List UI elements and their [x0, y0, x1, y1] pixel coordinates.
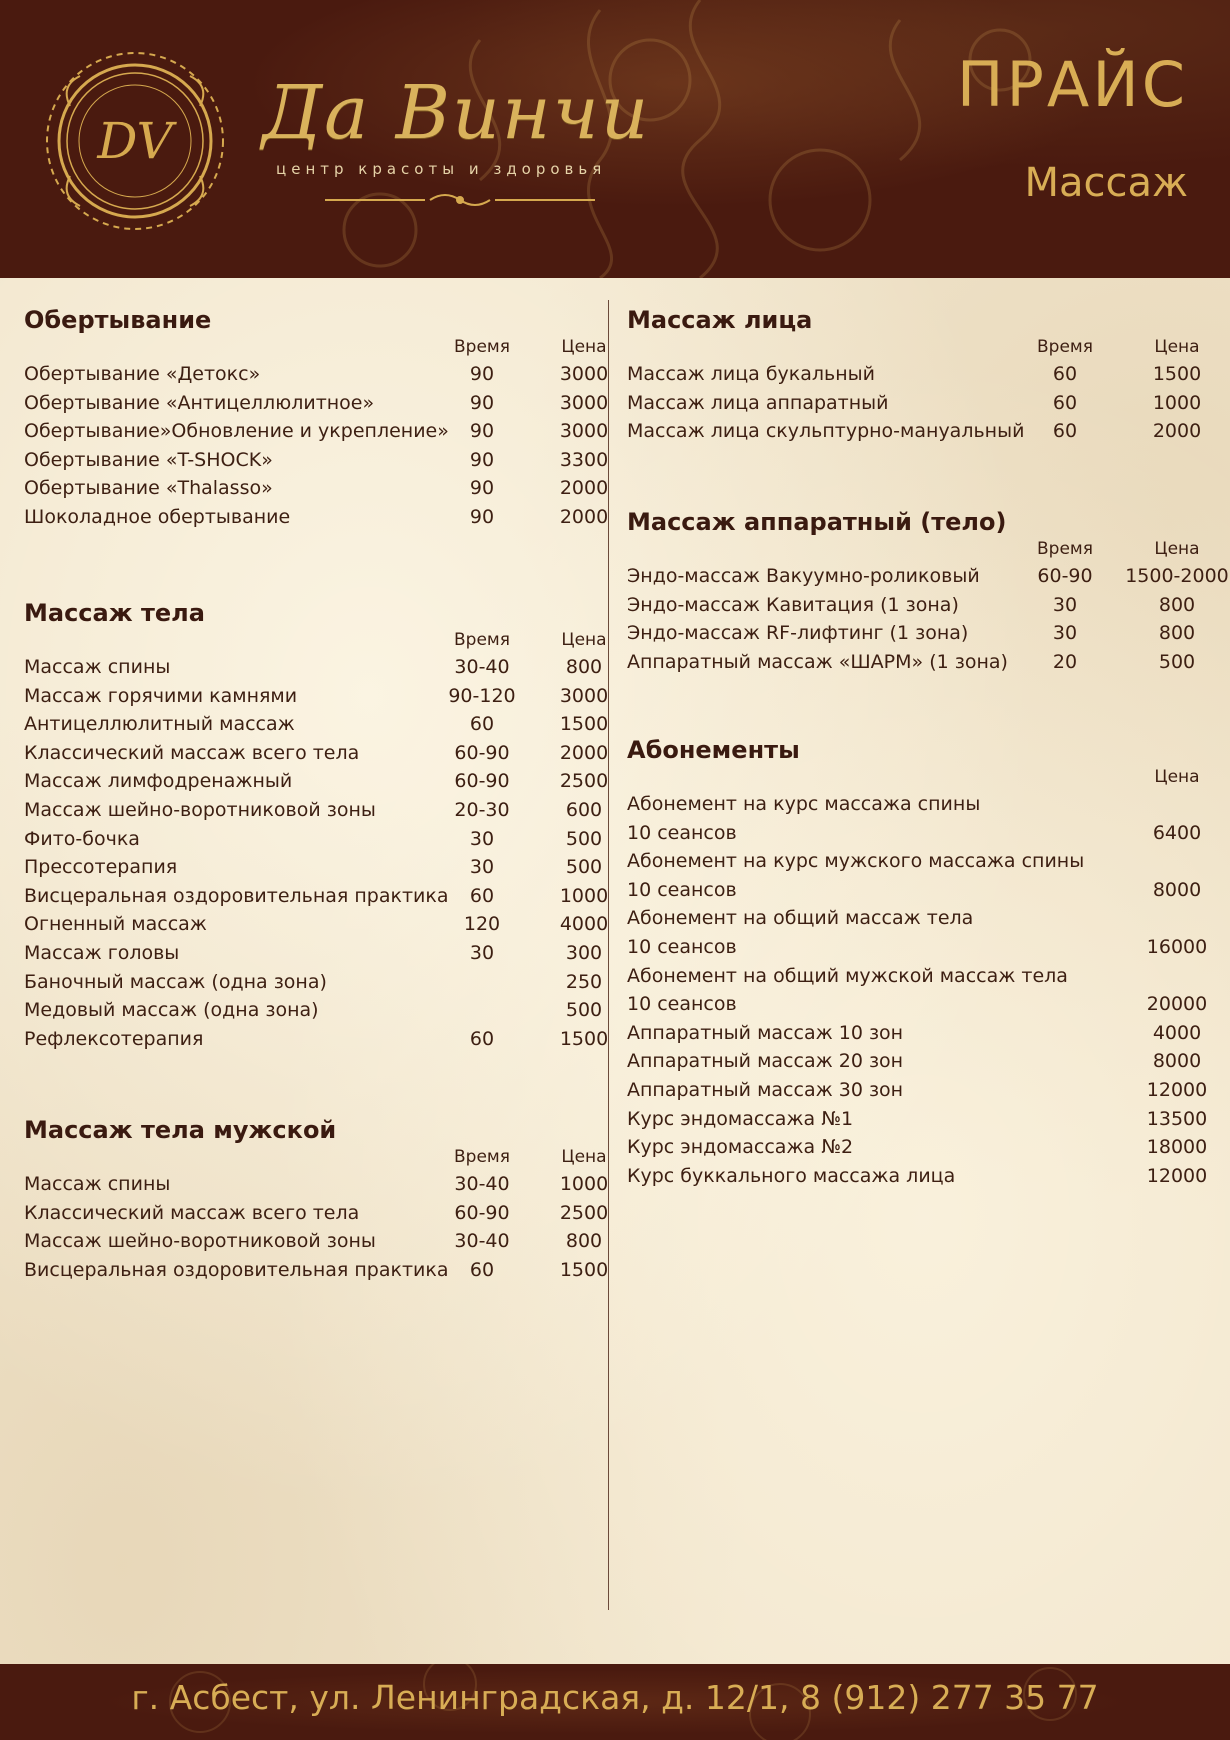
service-name: 10 сеансов — [627, 993, 737, 1016]
service-time: 90 — [469, 420, 495, 443]
col-time-header: Время — [1037, 539, 1093, 559]
service-name: Медовый массаж (одна зона) — [24, 999, 319, 1022]
brand-subtitle: центр красоты и здоровья — [276, 160, 607, 178]
service-time: 30 — [1052, 622, 1078, 645]
service-price: 500 — [565, 856, 603, 879]
service-price: 12000 — [1146, 1164, 1208, 1187]
service-price: 2000 — [559, 741, 609, 764]
price-row — [627, 1020, 1217, 1049]
service-time: 60 — [1052, 363, 1078, 385]
price-row — [24, 854, 604, 883]
service-price: 12000 — [1146, 1078, 1208, 1101]
service-name: Обертывание «Детокс» — [24, 363, 261, 385]
section-hardware-massage — [627, 507, 1229, 677]
service-price: 2000 — [1152, 420, 1202, 443]
price-row — [24, 768, 609, 797]
section-body-massage — [24, 598, 609, 1054]
col-price-header: Цена — [1154, 337, 1200, 357]
price-row — [627, 991, 1217, 1020]
service-price: 1500 — [559, 1027, 609, 1050]
service-time: 30-40 — [454, 1173, 510, 1195]
service-price: 8000 — [1152, 1050, 1202, 1073]
service-price: 1500 — [559, 713, 609, 736]
service-name: Классический массаж всего тела — [24, 741, 360, 764]
service-time: 30-40 — [454, 656, 510, 678]
brand-name: Да Винчи — [262, 70, 651, 156]
price-row — [24, 969, 604, 998]
price-row — [24, 1171, 609, 1200]
price-row — [24, 447, 609, 476]
service-name: Массаж шейно-воротниковой зоны — [24, 798, 376, 821]
price-row — [24, 418, 609, 447]
service-name: Висцеральная оздоровительная практика — [24, 1258, 449, 1281]
section-subscriptions — [627, 735, 1217, 1191]
service-price: 3000 — [559, 363, 609, 385]
rows-list — [627, 361, 1217, 447]
price-row — [24, 997, 604, 1026]
service-price: 6400 — [1152, 821, 1202, 844]
service-price: 4000 — [1152, 1021, 1202, 1044]
service-price: 2500 — [559, 1201, 609, 1224]
service-name: Аппаратный массаж 30 зон — [627, 1078, 904, 1101]
price-row — [24, 475, 609, 504]
col-price-header: Цена — [561, 1147, 607, 1167]
service-price: 1000 — [559, 1173, 609, 1195]
service-price: 3000 — [559, 684, 609, 707]
section-title: Массаж тела — [24, 599, 205, 627]
price-row — [627, 649, 1217, 678]
service-name: Массаж спины — [24, 1173, 171, 1195]
price-row — [627, 963, 1217, 992]
service-price: 1500 — [559, 1258, 609, 1281]
header-banner — [0, 0, 1230, 278]
service-time: 60-90 — [454, 1201, 510, 1224]
service-price: 800 — [1158, 593, 1196, 616]
section-title: Абонементы — [627, 736, 800, 764]
price-row — [627, 1163, 1217, 1192]
service-price: 500 — [565, 827, 603, 850]
service-price: 3300 — [559, 448, 609, 471]
service-price: 1500-2000 — [1125, 565, 1229, 587]
service-name: 10 сеансов — [627, 821, 737, 844]
service-name: 10 сеансов — [627, 878, 737, 901]
logo-emblem — [40, 46, 230, 236]
footer-banner — [0, 1664, 1230, 1740]
price-row — [627, 563, 1229, 592]
service-time: 90 — [469, 391, 495, 414]
section-title: Массаж аппаратный (тело) — [627, 508, 1007, 536]
price-title: ПРАЙС — [956, 48, 1188, 121]
price-row — [627, 820, 1217, 849]
service-time: 60 — [1052, 391, 1078, 414]
service-time: 20 — [1052, 650, 1078, 673]
service-name: Аппаратный массаж 10 зон — [627, 1021, 904, 1044]
service-name: Курс эндомассажа №2 — [627, 1136, 854, 1159]
price-row — [24, 911, 609, 940]
service-price: 3000 — [559, 391, 609, 414]
service-price: 2000 — [559, 505, 609, 528]
service-price: 500 — [1158, 650, 1196, 673]
service-price: 18000 — [1146, 1136, 1208, 1159]
service-name: Баночный массаж (одна зона) — [24, 970, 327, 993]
service-name: Абонемент на общий массаж тела — [627, 907, 974, 930]
price-row — [627, 934, 1217, 963]
section-wraps — [24, 305, 609, 533]
service-name: Массаж горячими камнями — [24, 684, 298, 707]
price-row — [24, 390, 609, 419]
service-price: 13500 — [1146, 1107, 1208, 1130]
price-row — [24, 683, 609, 712]
service-name: Рефлексотерапия — [24, 1027, 204, 1050]
service-name: 10 сеансов — [627, 935, 737, 958]
price-row — [627, 592, 1217, 621]
service-price: 16000 — [1146, 935, 1208, 958]
service-name: Висцеральная оздоровительная практика — [24, 884, 449, 907]
price-row — [627, 1106, 1217, 1135]
price-row — [627, 620, 1217, 649]
column-headers — [627, 537, 1217, 563]
rows-list — [24, 654, 609, 1054]
price-row — [24, 361, 609, 390]
price-row — [627, 848, 1217, 877]
service-time: 30 — [469, 941, 495, 964]
service-name: Массаж лица букальный — [627, 363, 876, 385]
service-price: 1000 — [1152, 391, 1202, 414]
service-time: 90 — [469, 477, 495, 500]
section-title: Массаж лица — [627, 306, 813, 334]
service-price: 300 — [565, 941, 603, 964]
price-row — [24, 1026, 609, 1055]
service-name: Массаж лица аппаратный — [627, 391, 889, 414]
service-time: 90 — [469, 363, 495, 385]
col-price-header: Цена — [561, 630, 607, 650]
service-time: 30-40 — [454, 1230, 510, 1253]
service-time: 60 — [469, 713, 495, 736]
col-price-header: Цена — [561, 337, 607, 357]
service-name: Аппаратный массаж «ШАРМ» (1 зона) — [627, 650, 1008, 673]
column-headers — [24, 335, 607, 361]
footer-address: г. Асбест, ул. Ленинградская, д. 12/1, 8 (912) 277 35 77 — [131, 1678, 1099, 1717]
column-headers — [627, 765, 1217, 791]
col-time-header: Время — [1037, 337, 1093, 357]
price-row — [627, 1134, 1217, 1163]
service-time: 120 — [463, 913, 501, 936]
logo-monogram: DV — [97, 112, 173, 170]
service-name: Курс буккального массажа лица — [627, 1164, 956, 1187]
price-row — [627, 390, 1217, 419]
price-row — [627, 1077, 1217, 1106]
service-name: Курс эндомассажа №1 — [627, 1107, 854, 1130]
price-row — [24, 740, 609, 769]
price-subtitle: Массаж — [1024, 160, 1188, 206]
service-price: 20000 — [1146, 993, 1208, 1016]
price-row — [24, 504, 609, 533]
price-row — [627, 418, 1217, 447]
service-name: Прессотерапия — [24, 856, 178, 879]
service-name: Абонемент на общий мужской массаж тела — [627, 964, 1068, 987]
price-row — [24, 654, 604, 683]
column-headers — [24, 1145, 607, 1171]
service-price: 2500 — [559, 770, 609, 793]
service-price: 800 — [1158, 622, 1196, 645]
service-time: 60 — [469, 884, 495, 907]
price-row — [24, 1257, 609, 1286]
service-name: Массаж спины — [24, 656, 171, 678]
price-row — [627, 361, 1217, 390]
price-row — [24, 711, 609, 740]
rows-list — [24, 361, 609, 533]
price-row — [627, 1048, 1217, 1077]
service-name: Массаж шейно-воротниковой зоны — [24, 1230, 376, 1253]
service-time: 60-90 — [454, 770, 510, 793]
col-time-header: Время — [454, 630, 510, 650]
service-price: 2000 — [559, 477, 609, 500]
price-row — [24, 1228, 604, 1257]
section-title: Массаж тела мужской — [24, 1116, 337, 1144]
ornament-divider-icon — [325, 190, 595, 210]
service-name: Абонемент на курс мужского массажа спины — [627, 850, 1085, 873]
service-price: 4000 — [559, 913, 609, 936]
section-face-massage — [627, 305, 1217, 447]
service-name: Эндо-массаж RF-лифтинг (1 зона) — [627, 622, 969, 645]
column-headers — [24, 628, 607, 654]
rows-list — [24, 1171, 609, 1285]
service-time: 60-90 — [1037, 565, 1093, 587]
service-price: 1500 — [1152, 363, 1202, 385]
service-name: Обертывание»Обновление и укрепление» — [24, 420, 449, 443]
service-name: Антицеллюлитный массаж — [24, 713, 295, 736]
service-name: Массаж лимфодренажный — [24, 770, 293, 793]
column-headers — [627, 335, 1217, 361]
col-price-header: Цена — [1154, 767, 1200, 787]
price-row — [24, 883, 609, 912]
service-name: Эндо-массаж Вакуумно-роликовый — [627, 565, 980, 587]
col-time-header: Время — [454, 337, 510, 357]
service-time: 30 — [1052, 593, 1078, 616]
service-name: Обертывание «T-SHOCK» — [24, 448, 273, 471]
service-price: 500 — [565, 999, 603, 1022]
service-time: 20-30 — [454, 798, 510, 821]
price-row — [24, 940, 604, 969]
price-row — [627, 791, 1217, 820]
service-name: Огненный массаж — [24, 913, 207, 936]
service-time: 90 — [469, 505, 495, 528]
price-row — [24, 1200, 609, 1229]
service-name: Обертывание «Thalasso» — [24, 477, 273, 500]
service-name: Фито-бочка — [24, 827, 140, 850]
service-name: Абонемент на курс массажа спины — [627, 793, 981, 815]
service-price: 800 — [565, 656, 603, 678]
service-name: Эндо-массаж Кавитация (1 зона) — [627, 593, 959, 616]
service-time: 90 — [469, 448, 495, 471]
service-name: Шоколадное обертывание — [24, 505, 291, 528]
service-name: Классический массаж всего тела — [24, 1201, 360, 1224]
service-time: 60 — [469, 1027, 495, 1050]
service-time: 90-120 — [448, 684, 516, 707]
price-row — [24, 797, 604, 826]
service-time: 60-90 — [454, 741, 510, 764]
service-price: 3000 — [559, 420, 609, 443]
service-price: 600 — [565, 798, 603, 821]
service-name: Аппаратный массаж 20 зон — [627, 1050, 904, 1073]
service-price: 800 — [565, 1230, 603, 1253]
rows-list — [627, 791, 1217, 1191]
col-price-header: Цена — [1154, 539, 1200, 559]
price-row — [627, 905, 1217, 934]
service-name: Массаж головы — [24, 941, 180, 964]
rows-list — [627, 563, 1229, 677]
price-row — [627, 877, 1217, 906]
service-price: 250 — [565, 970, 603, 993]
section-title: Обертывание — [24, 306, 212, 334]
service-name: Обертывание «Антицеллюлитное» — [24, 391, 375, 414]
service-time: 60 — [469, 1258, 495, 1281]
col-time-header: Время — [454, 1147, 510, 1167]
price-row — [24, 826, 604, 855]
service-time: 30 — [469, 856, 495, 879]
service-price: 1000 — [559, 884, 609, 907]
service-name: Массаж лица скульптурно-мануальный — [627, 420, 1025, 443]
service-time: 30 — [469, 827, 495, 850]
service-time: 60 — [1052, 420, 1078, 443]
service-price: 8000 — [1152, 878, 1202, 901]
section-male-massage — [24, 1115, 609, 1285]
